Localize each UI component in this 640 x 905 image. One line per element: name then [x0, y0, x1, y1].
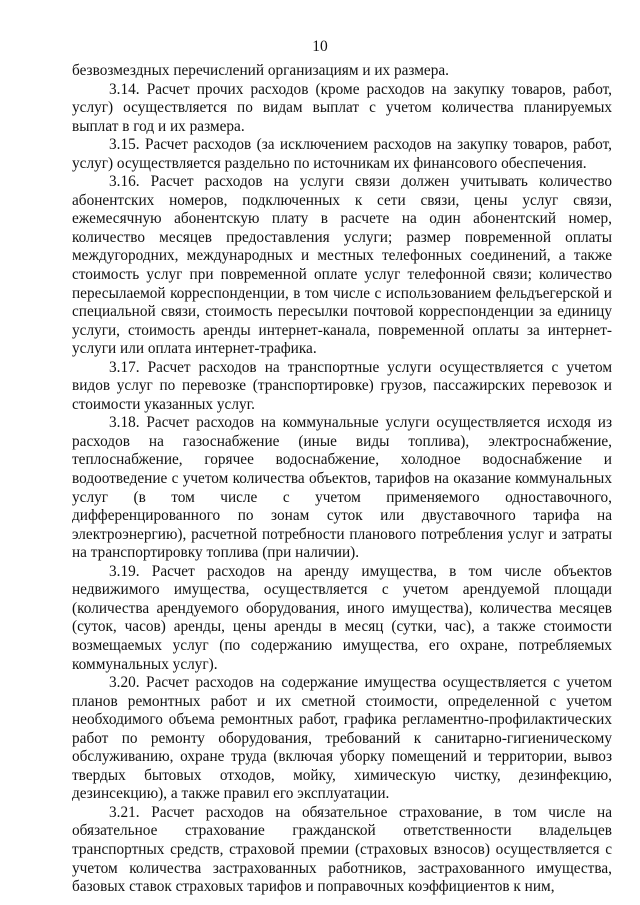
paragraph: 3.15. Расчет расходов (за исключением расходов на закупку товаров, работ, услуг) осуществляется раздельно по источникам их финансового обеспечения. — [72, 136, 612, 172]
paragraph: 3.16. Расчет расходов на услуги связи должен учитывать количество абонентских номеров, подключенных к сети связи, цены услуг связи, ежемесячную абонентскую плату в расчете на один абонентский номер, количество месяцев предоставления услуги; размер повременной оплаты междугородних, международных и местных телефонных соединений, а также стоимость услуг при повременной оплате услуг телефонной связи; количество пересылаемой корреспонденции, в том числе с использованием фельдъегерской и специальной связи, стоимость пересылки почтовой корреспонденции за единицу услуги, стоимость аренды интернет-канала, повременной оплаты за интернет-услуги или оплата интернет-трафика. — [72, 173, 612, 358]
paragraph: 3.17. Расчет расходов на транспортные услуги осуществляется с учетом видов услуг по перевозке (транспортировке) грузов, пассажирских перевозок и стоимости указанных услуг. — [72, 358, 612, 413]
document-body — [72, 62, 612, 897]
paragraph: безвозмездных перечислений организациям и их размера. — [72, 62, 449, 79]
page-number: 10 — [312, 38, 328, 55]
paragraph: 3.20. Расчет расходов на содержание имущества осуществляется с учетом планов ремонтных работ и их сметной стоимости, определенной с учетом необходимого объема ремонтных работ, графика регламентно-профилактических работ по ремонту оборудования, требований к санитарно-гигиеническому обслуживанию, охране труда (включая уборку помещений и территории, вывоз твердых бытовых отходов, мойку, химическую чистку, дезинфекцию, дезинсекцию), а также правил его эксплуатации. — [72, 674, 612, 803]
paragraph: 3.21. Расчет расходов на обязательное страхование, в том числе на обязательное страхование гражданской ответственности владельцев транспортных средств, страховой премии (страховых взносов) осуществляется с учетом количества застрахованных работников, застрахованного имущества, базовых ставок страховых тарифов и поправочных коэффициентов к ним, — [72, 803, 612, 896]
paragraph: 3.19. Расчет расходов на аренду имущества, в том числе объектов недвижимого имущества, осуществляется с учетом арендуемой площади (количества арендуемого оборудования, иного имущества), количества месяцев (суток, часов) аренды, цены аренды в месяц (сутки, час), а также стоимости возмещаемых услуг (по содержанию имущества, его охране, потребляемых коммунальных услуг). — [72, 562, 612, 673]
paragraph: 3.14. Расчет прочих расходов (кроме расходов на закупку товаров, работ, услуг) осуществляется по видам выплат с учетом количества планируемых выплат в год и их размера. — [72, 80, 612, 135]
paragraph: 3.18. Расчет расходов на коммунальные услуги осуществляется исходя из расходов на газоснабжение (иные виды топлива), электроснабжение, теплоснабжение, горячее водоснабжение, холодное водоснабжение и водоотведение с учетом количества объектов, тарифов на оказание коммунальных услуг (в том числе с учетом применяемого одноставочного, дифференцированного по зонам суток или двуставочного тарифа на электроэнергию), расчетной потребности планового потребления услуг и затраты на транспортировку топлива (при наличии). — [72, 414, 612, 562]
